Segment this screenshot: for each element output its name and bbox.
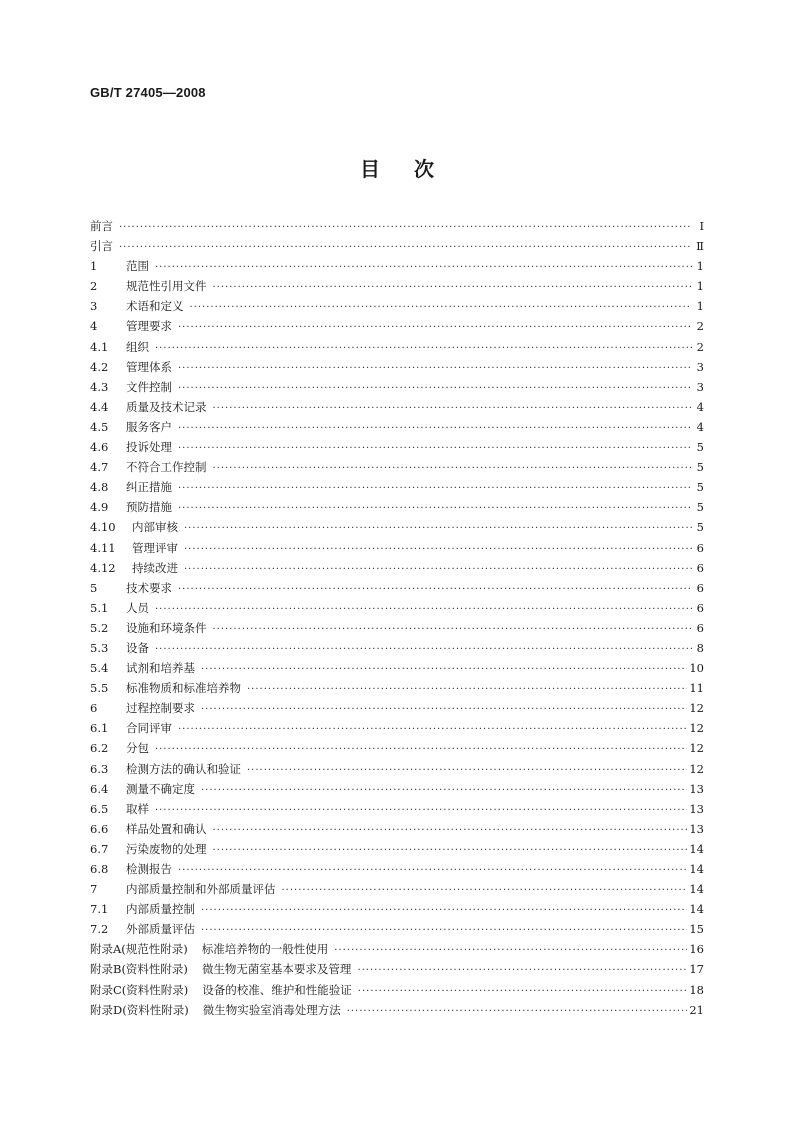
toc-entry-label: [90, 698, 195, 718]
toc-leader-dots: [155, 258, 692, 278]
toc-entry-label: [90, 558, 178, 578]
toc-entry-title: 微生物无菌室基本要求及管理: [201, 962, 352, 977]
toc-entry[interactable]: [90, 457, 704, 477]
toc-entry[interactable]: [90, 256, 704, 276]
toc-entry-title: 内部质量控制和外部质量评估: [126, 882, 276, 897]
toc-leader-dots: [358, 982, 688, 1002]
toc-leader-dots: [247, 761, 687, 781]
toc-entry-label: [90, 1000, 341, 1020]
toc-entry[interactable]: [90, 598, 704, 618]
toc-leader-dots: [178, 479, 692, 499]
toc-leader-dots: [201, 700, 687, 720]
toc-entry[interactable]: [90, 216, 704, 236]
toc-entry-title: 质量及技术记录: [126, 399, 207, 414]
toc-leader-dots: [347, 1002, 688, 1022]
toc-entry[interactable]: [90, 839, 704, 859]
toc-entry[interactable]: [90, 779, 704, 799]
toc-page-number: Ⅱ: [696, 239, 704, 254]
toc-entry-number: 4: [90, 319, 98, 334]
toc-entry-title: 合同评审: [126, 721, 172, 736]
toc-page-number: 5: [696, 460, 704, 475]
toc-entry-title: 规范性引用文件: [126, 279, 207, 294]
toc-entry-number: 2: [90, 279, 98, 294]
toc-page-number: 5: [696, 520, 704, 535]
toc-entry-label: [90, 578, 172, 598]
toc-leader-dots: [247, 680, 687, 700]
toc-entry-label: [90, 216, 113, 236]
toc-entry-number: 6.4: [90, 781, 109, 796]
toc-entry-title: 管理体系: [126, 359, 172, 374]
toc-page-number: 4: [696, 419, 704, 434]
toc-entry-number: 4.6: [90, 440, 109, 455]
toc-leader-dots: [178, 419, 692, 439]
toc-entry[interactable]: [90, 296, 704, 316]
toc-entry[interactable]: [90, 859, 704, 879]
toc-page-number: 13: [689, 821, 704, 836]
toc-entry-number: 7.2: [90, 922, 109, 937]
toc-page-number: 6: [696, 560, 704, 575]
toc-entry-label: [90, 919, 195, 939]
toc-leader-dots: [184, 560, 692, 580]
toc-entry-label: [90, 377, 172, 397]
toc-leader-dots: [213, 399, 693, 419]
toc-entry-label: [90, 899, 195, 919]
toc-entry-title: 污染废物的处理: [126, 841, 207, 856]
toc-entry-title: 标准物质和标准培养物: [126, 681, 241, 696]
toc-entry-number: 4.2: [90, 359, 109, 374]
toc-page-number: 11: [689, 681, 704, 696]
toc-entry-label: [90, 658, 195, 678]
toc-leader-dots: [178, 318, 692, 338]
toc-entry-title: 样品处置和确认: [126, 821, 207, 836]
toc-entry-title: 预防措施: [126, 500, 172, 515]
toc-entry-label: [90, 256, 149, 276]
toc-entry-title: 微生物实验室消毒处理方法: [202, 1002, 341, 1017]
toc-entry-label: [90, 799, 149, 819]
toc-entry[interactable]: [90, 819, 704, 839]
toc-leader-dots: [178, 439, 692, 459]
toc-entry-title: 管理要求: [126, 319, 172, 334]
toc-entry-number: 5.3: [90, 640, 109, 655]
toc-entry-title: 技术要求: [126, 580, 172, 595]
toc-page-number: 13: [689, 781, 704, 796]
toc-page-number: 16: [689, 942, 704, 957]
toc-entry-label: [90, 959, 351, 979]
toc-entry[interactable]: [90, 939, 704, 959]
toc-entry-title: 设备的校准、维护和性能验证: [202, 982, 352, 997]
toc-entry-label: [90, 357, 172, 377]
toc-leader-dots: [184, 540, 692, 560]
toc-entry-label: [90, 276, 207, 296]
toc-entry-number: 6: [90, 701, 98, 716]
toc-entry-number: 5.5: [90, 681, 109, 696]
toc-entry-number: 5.2: [90, 620, 109, 635]
toc-page-number: 14: [689, 841, 704, 856]
toc-entry[interactable]: [90, 316, 704, 336]
toc-leader-dots: [178, 379, 692, 399]
toc-entry-title: 检测方法的确认和验证: [126, 761, 241, 776]
toc-leader-dots: [213, 821, 688, 841]
toc-entry[interactable]: [90, 980, 704, 1000]
toc-entry-title: 服务客户: [126, 419, 172, 434]
toc-entry-title: 内部审核: [132, 520, 178, 535]
toc-leader-dots: [184, 519, 692, 539]
toc-entry-label: [90, 437, 172, 457]
toc-entry-label: [90, 316, 172, 336]
toc-entry-number: 附录B(资料性附录): [90, 962, 188, 977]
toc-leader-dots: [357, 961, 687, 981]
toc-page-number: 12: [689, 741, 704, 756]
toc-leader-dots: [201, 921, 687, 941]
toc-entry-title: 组织: [126, 339, 149, 354]
toc-entry-number: 4.1: [90, 339, 109, 354]
toc-leader-dots: [178, 499, 692, 519]
toc-page-number: Ⅰ: [699, 219, 704, 233]
toc-page-number: 14: [689, 862, 704, 876]
toc-leader-dots: [190, 298, 693, 318]
toc-leader-dots: [201, 901, 687, 921]
toc-entry[interactable]: [90, 558, 704, 578]
toc-entry-title: 范围: [126, 259, 149, 274]
toc-page-number: 5: [696, 440, 704, 455]
toc-entry-title: 设施和环境条件: [126, 620, 207, 635]
toc-leader-dots: [282, 881, 688, 901]
toc-page-number: 3: [696, 359, 704, 374]
toc-entry-title: 不符合工作控制: [126, 460, 207, 475]
toc-page-number: 6: [696, 600, 704, 615]
toc-page-number: 6: [696, 620, 704, 635]
toc-entry-title: 纠正措施: [126, 480, 172, 495]
toc-entry[interactable]: [90, 276, 704, 296]
toc-entry-title: 取样: [126, 801, 149, 816]
toc-entry[interactable]: [90, 538, 704, 558]
toc-entry-label: [90, 517, 178, 537]
toc-entry-label: [90, 879, 276, 899]
standard-code: GB/T 27405—2008: [90, 85, 206, 100]
toc-entry-number: 4.11: [90, 540, 116, 555]
toc-entry-title: 前言: [90, 219, 113, 233]
toc-page-number: 18: [689, 982, 704, 997]
toc-page-number: 1: [696, 259, 704, 274]
toc-entry-number: 6.8: [90, 862, 109, 876]
toc-entry[interactable]: [90, 698, 704, 718]
toc-page-number: 2: [696, 339, 704, 354]
toc-entry-number: 5: [90, 580, 98, 595]
toc-entry-label: [90, 538, 178, 558]
toc-entry[interactable]: [90, 1000, 704, 1020]
toc-leader-dots: [155, 600, 692, 620]
toc-page-number: 10: [689, 661, 704, 676]
toc-entry-label: [90, 296, 184, 316]
toc-entry[interactable]: [90, 658, 704, 678]
toc-page-number: 1: [696, 279, 704, 294]
toc-entry[interactable]: [90, 678, 704, 698]
toc-entry[interactable]: [90, 517, 704, 537]
toc-leader-dots: [213, 459, 693, 479]
toc-entry[interactable]: [90, 959, 704, 979]
toc-entry-number: 5.4: [90, 661, 109, 676]
toc-page-number: 2: [696, 319, 704, 334]
toc-entry-number: 7.1: [90, 902, 109, 917]
toc-entry-number: 6.2: [90, 741, 109, 756]
toc-entry-label: [90, 819, 207, 839]
toc-page-number: 8: [696, 640, 704, 655]
toc-page-number: 5: [696, 500, 704, 515]
toc-entry[interactable]: [90, 357, 704, 377]
toc-leader-dots: [178, 720, 687, 740]
toc-leader-dots: [201, 781, 687, 801]
toc-entry[interactable]: [90, 879, 704, 899]
toc-entry-number: 1: [90, 259, 98, 274]
toc-entry-title: 投诉处理: [126, 440, 172, 455]
toc-leader-dots: [155, 801, 687, 821]
toc-entry-number: 附录D(资料性附录): [90, 1002, 189, 1017]
toc-leader-dots: [178, 580, 692, 600]
toc-entry[interactable]: [90, 738, 704, 758]
toc-entry-number: 4.7: [90, 460, 109, 475]
toc-leader-dots: [155, 339, 692, 359]
toc-entry-number: 3: [90, 299, 98, 314]
toc-leader-dots: [155, 640, 692, 660]
toc-entry-number: 附录A(规范性附录): [90, 942, 188, 957]
toc-entry-label: [90, 759, 241, 779]
toc-entry[interactable]: [90, 397, 704, 417]
toc-entry[interactable]: [90, 638, 704, 658]
toc-entry-number: 4.9: [90, 500, 109, 515]
toc-entry-title: 试剂和培养基: [126, 661, 195, 676]
toc-entry-title: 检测报告: [126, 862, 172, 876]
toc-page-number: 15: [689, 922, 704, 937]
toc-leader-dots: [213, 620, 693, 640]
toc-leader-dots: [201, 660, 687, 680]
toc-entry-title: 内部质量控制: [126, 902, 195, 917]
toc-leader-dots: [119, 238, 692, 258]
toc-page-number: 17: [689, 962, 704, 977]
toc-entry-label: [90, 397, 207, 417]
toc-entry-label: [90, 457, 207, 477]
toc-entry-label: [90, 337, 149, 357]
toc-leader-dots: [178, 861, 687, 881]
toc-page-number: 14: [689, 902, 704, 917]
toc-entry-number: 4.8: [90, 480, 109, 495]
toc-entry-label: [90, 477, 172, 497]
toc-entry-label: [90, 859, 172, 879]
toc-entry-label: [90, 939, 328, 959]
toc-entry-number: 5.1: [90, 600, 109, 615]
toc-page-number: 6: [696, 540, 704, 555]
toc-entry[interactable]: [90, 417, 704, 437]
toc-entry-title: 分包: [126, 741, 149, 756]
toc-entry[interactable]: [90, 497, 704, 517]
toc-leader-dots: [213, 278, 693, 298]
toc-entry-title: 文件控制: [126, 379, 172, 394]
toc-leader-dots: [119, 218, 692, 238]
toc-page-number: 1: [696, 299, 704, 314]
toc-entry-number: 6.1: [90, 721, 109, 736]
toc-entry-label: [90, 980, 352, 1000]
toc-entry-title: 持续改进: [132, 560, 178, 575]
page-title: 目次: [360, 157, 468, 181]
toc-leader-dots: [155, 740, 687, 760]
toc-entry-label: [90, 598, 149, 618]
toc-entry-number: 附录C(资料性附录): [90, 982, 189, 997]
toc-entry-label: [90, 718, 172, 738]
toc-page-number: 12: [689, 761, 704, 776]
toc-entry-number: 4.12: [90, 560, 116, 575]
toc-entry-label: [90, 678, 241, 698]
toc-entry[interactable]: [90, 477, 704, 497]
toc-entry-title: 引言: [90, 239, 113, 254]
toc-entry[interactable]: [90, 377, 704, 397]
toc-entry-label: [90, 618, 207, 638]
toc-entry[interactable]: [90, 899, 704, 919]
toc-entry-title: 测量不确定度: [126, 781, 195, 796]
toc-entry[interactable]: [90, 718, 704, 738]
toc-entry-title: 外部质量评估: [126, 922, 195, 937]
toc-entry[interactable]: [90, 919, 704, 939]
toc-entry[interactable]: [90, 437, 704, 457]
toc-page-number: 13: [689, 801, 704, 816]
toc-entry-number: 6.5: [90, 801, 109, 816]
toc-page-number: 21: [689, 1002, 704, 1017]
toc-entry-number: 4.5: [90, 419, 109, 434]
toc-page-number: 4: [696, 399, 704, 414]
toc-entry-number: 6.6: [90, 821, 109, 836]
toc-entry[interactable]: [90, 236, 704, 256]
toc-entry-label: [90, 236, 113, 256]
toc-entry-number: 7: [90, 882, 98, 897]
table-of-contents: [90, 216, 704, 1020]
toc-leader-dots: [178, 359, 692, 379]
toc-entry-number: 4.4: [90, 399, 109, 414]
toc-page-number: 12: [689, 701, 704, 716]
toc-entry-number: 6.7: [90, 841, 109, 856]
toc-entry[interactable]: [90, 578, 704, 598]
toc-page-number: 12: [689, 721, 704, 736]
toc-entry-title: 管理评审: [132, 540, 178, 555]
toc-page-number: 5: [696, 480, 704, 495]
toc-entry[interactable]: [90, 618, 704, 638]
toc-entry-number: 4.10: [90, 520, 116, 535]
toc-entry[interactable]: [90, 799, 704, 819]
toc-entry-label: [90, 417, 172, 437]
toc-entry-label: [90, 839, 207, 859]
toc-leader-dots: [213, 841, 688, 861]
toc-entry-title: 过程控制要求: [126, 701, 195, 716]
toc-page-number: 3: [696, 379, 704, 394]
toc-entry-number: 6.3: [90, 761, 109, 776]
toc-entry-title: 术语和定义: [126, 299, 184, 314]
toc-entry-label: [90, 638, 149, 658]
toc-entry-title: 人员: [126, 600, 149, 615]
toc-page-number: 6: [696, 580, 704, 595]
toc-leader-dots: [334, 941, 687, 961]
toc-entry[interactable]: [90, 337, 704, 357]
toc-entry-label: [90, 779, 195, 799]
toc-entry-number: 4.3: [90, 379, 109, 394]
toc-entry-label: [90, 497, 172, 517]
toc-entry-label: [90, 738, 149, 758]
toc-page-number: 14: [689, 882, 704, 897]
toc-entry-title: 设备: [126, 640, 149, 655]
toc-entry-title: 标准培养物的一般性使用: [201, 942, 329, 957]
toc-entry[interactable]: [90, 759, 704, 779]
